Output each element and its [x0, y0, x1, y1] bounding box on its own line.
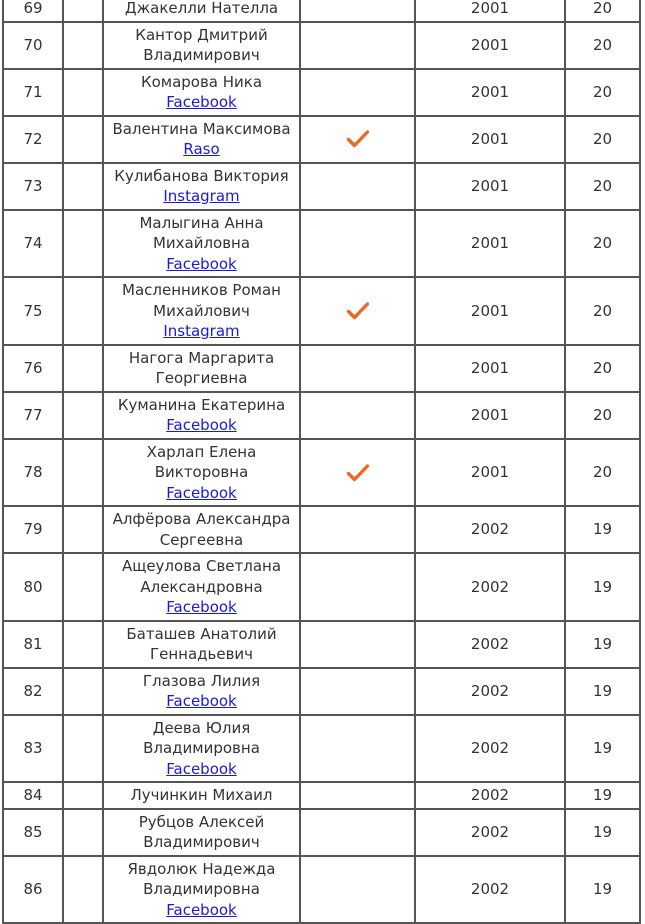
check-cell [300, 506, 415, 553]
birth-year: 2002 [415, 621, 565, 668]
profile-link[interactable]: Facebook [166, 759, 237, 778]
check-cell [300, 0, 415, 22]
birth-year: 2001 [415, 210, 565, 278]
check-cell [300, 668, 415, 715]
name-cell [103, 621, 300, 668]
person-name: Малыгина Анна Михайловна [139, 213, 264, 252]
row-number: 81 [3, 621, 63, 668]
participants-table [2, 0, 641, 924]
birth-year: 2001 [415, 392, 565, 439]
empty-cell [63, 22, 103, 69]
name-cell [103, 163, 300, 210]
profile-link[interactable]: Facebook [166, 254, 237, 273]
birth-year: 2002 [415, 506, 565, 553]
table-row [3, 163, 640, 210]
row-number: 72 [3, 116, 63, 163]
check-cell [300, 553, 415, 621]
row-number: 69 [3, 0, 63, 22]
birth-year: 2001 [415, 22, 565, 69]
name-cell [103, 345, 300, 392]
birth-year: 2002 [415, 553, 565, 621]
age: 19 [565, 856, 640, 924]
profile-link[interactable]: Facebook [166, 93, 237, 111]
table-row [3, 392, 640, 439]
age: 20 [565, 277, 640, 345]
name-cell [103, 69, 300, 116]
person-name: Комарова Ника [140, 72, 263, 91]
birth-year: 2002 [415, 856, 565, 924]
empty-cell [63, 0, 103, 22]
row-number: 85 [3, 809, 63, 856]
birth-year: 2002 [415, 668, 565, 715]
name-cell [103, 439, 300, 507]
person-name: Кулибанова Виктория [114, 166, 289, 185]
birth-year: 2001 [415, 345, 565, 392]
check-cell [300, 809, 415, 856]
name-cell [103, 715, 300, 783]
check-cell [300, 69, 415, 116]
row-number: 77 [3, 392, 63, 439]
check-cell [300, 782, 415, 809]
age: 20 [565, 345, 640, 392]
name-cell [103, 809, 300, 856]
checkmark-icon [346, 463, 370, 483]
profile-link[interactable]: Facebook [166, 692, 237, 710]
empty-cell [63, 715, 103, 783]
table-row [3, 856, 640, 924]
birth-year: 2001 [415, 116, 565, 163]
age: 20 [565, 116, 640, 163]
person-name: Масленников Роман Михайлович [122, 281, 281, 320]
checkmark-icon [346, 129, 370, 149]
age: 20 [565, 163, 640, 210]
check-cell [300, 116, 415, 163]
check-cell [300, 277, 415, 345]
age: 19 [565, 506, 640, 553]
table-row [3, 210, 640, 278]
name-cell [103, 506, 300, 553]
age: 19 [565, 621, 640, 668]
birth-year: 2002 [415, 809, 565, 856]
birth-year: 2001 [415, 69, 565, 116]
person-name: Алфёрова Александра Сергеевна [112, 510, 291, 549]
empty-cell [63, 163, 103, 210]
name-cell [103, 782, 300, 809]
person-name: Джакелли Нателла [124, 0, 279, 17]
empty-cell [63, 668, 103, 715]
check-cell [300, 22, 415, 69]
row-number: 73 [3, 163, 63, 210]
name-cell [103, 392, 300, 439]
age: 19 [565, 809, 640, 856]
age: 20 [565, 392, 640, 439]
check-cell [300, 621, 415, 668]
age: 19 [565, 782, 640, 809]
empty-cell [63, 392, 103, 439]
row-number: 76 [3, 345, 63, 392]
empty-cell [63, 782, 103, 809]
check-cell [300, 210, 415, 278]
empty-cell [63, 277, 103, 345]
row-number: 82 [3, 668, 63, 715]
age: 19 [565, 668, 640, 715]
person-name: Глазова Лилия [142, 671, 261, 690]
person-name: Куманина Екатерина [117, 395, 286, 414]
empty-cell [63, 345, 103, 392]
empty-cell [63, 69, 103, 116]
row-number: 83 [3, 715, 63, 783]
table-row [3, 116, 640, 163]
table-row [3, 809, 640, 856]
person-name: Рубцов Алексей Владимирович [138, 812, 265, 851]
birth-year: 2001 [415, 277, 565, 345]
table-row [3, 0, 640, 22]
person-name: Баташев Анатолий Геннадьевич [126, 624, 277, 663]
profile-link[interactable]: Facebook [166, 483, 237, 502]
table-body [3, 0, 640, 923]
table-row [3, 553, 640, 621]
check-cell [300, 715, 415, 783]
age: 19 [565, 553, 640, 621]
birth-year: 2001 [415, 163, 565, 210]
row-number: 79 [3, 506, 63, 553]
table-row [3, 506, 640, 553]
check-cell [300, 439, 415, 507]
birth-year: 2001 [415, 439, 565, 507]
table-row [3, 621, 640, 668]
empty-cell [63, 506, 103, 553]
row-number: 84 [3, 782, 63, 809]
name-cell [103, 210, 300, 278]
empty-cell [63, 553, 103, 621]
table-row [3, 22, 640, 69]
profile-link[interactable]: Facebook [166, 416, 237, 434]
person-name: Кантор Дмитрий Владимирович [135, 25, 268, 64]
age: 20 [565, 0, 640, 22]
check-cell [300, 392, 415, 439]
row-number: 78 [3, 439, 63, 507]
empty-cell [63, 621, 103, 668]
row-number: 74 [3, 210, 63, 278]
name-cell [103, 0, 300, 22]
birth-year: 2002 [415, 715, 565, 783]
profile-link[interactable]: Facebook [166, 900, 237, 919]
age: 20 [565, 22, 640, 69]
empty-cell [63, 116, 103, 163]
row-number: 71 [3, 69, 63, 116]
age: 20 [565, 69, 640, 116]
table-row [3, 668, 640, 715]
empty-cell [63, 856, 103, 924]
row-number: 70 [3, 22, 63, 69]
name-cell [103, 856, 300, 924]
profile-link[interactable]: Instagram [163, 187, 240, 205]
checkmark-icon [346, 301, 370, 321]
table-row [3, 277, 640, 345]
profile-link[interactable]: Raso [183, 140, 220, 158]
check-cell [300, 345, 415, 392]
birth-year: 2001 [415, 0, 565, 22]
row-number: 86 [3, 856, 63, 924]
table-row [3, 439, 640, 507]
table-row [3, 715, 640, 783]
age: 20 [565, 439, 640, 507]
name-cell [103, 668, 300, 715]
person-name: Ащеулова Светлана Александровна [121, 557, 282, 596]
age: 19 [565, 715, 640, 783]
row-number: 75 [3, 277, 63, 345]
person-name: Нагога Маргарита Георгиевна [128, 348, 275, 387]
name-cell [103, 22, 300, 69]
participants-table-wrapper [2, 0, 639, 924]
profile-link[interactable]: Facebook [166, 598, 237, 616]
empty-cell [63, 439, 103, 507]
name-cell [103, 277, 300, 345]
name-cell [103, 553, 300, 621]
empty-cell [63, 809, 103, 856]
check-cell [300, 856, 415, 924]
person-name: Явдолюк Надежда Владимировна [127, 859, 276, 898]
age: 20 [565, 210, 640, 278]
profile-link[interactable]: Instagram [163, 322, 240, 340]
person-name: Лучинкин Михаил [130, 786, 273, 804]
empty-cell [63, 210, 103, 278]
birth-year: 2002 [415, 782, 565, 809]
person-name: Валентина Максимова [112, 119, 291, 138]
table-row [3, 69, 640, 116]
check-cell [300, 163, 415, 210]
table-row [3, 345, 640, 392]
person-name: Харлап Елена Викторовна [146, 442, 257, 481]
name-cell [103, 116, 300, 163]
row-number: 80 [3, 553, 63, 621]
person-name: Деева Юлия Владимировна [143, 718, 260, 757]
table-row [3, 782, 640, 809]
